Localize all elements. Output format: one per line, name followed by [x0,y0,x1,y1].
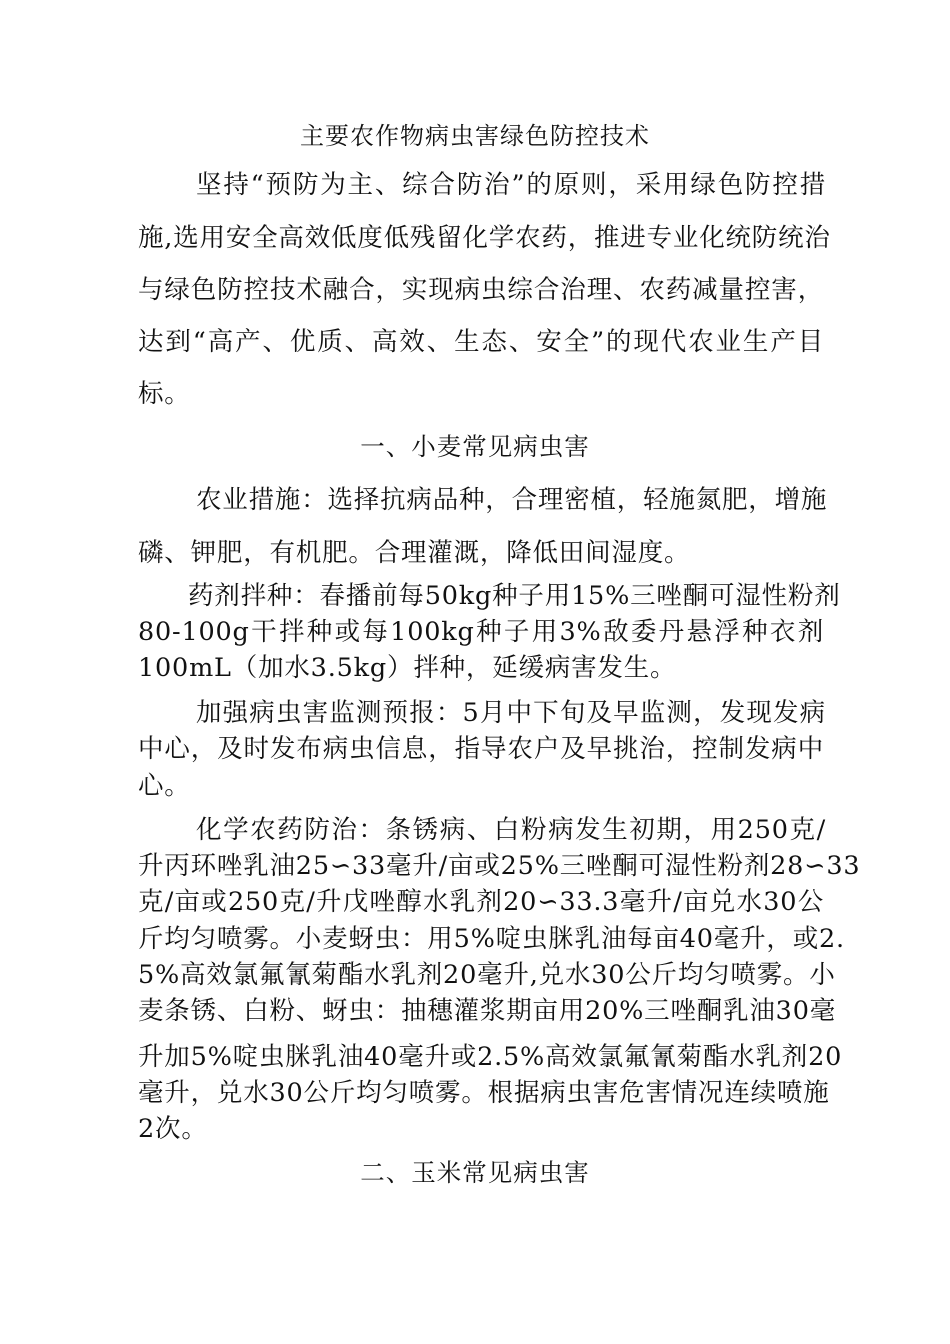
paragraph-line: 农业措施：选择抗病品种，合理密植，轻施氮肥，增施 [196,485,828,515]
paragraph-line: 毫升，兑水30公斤均匀喷雾。根据病虫害危害情况连续喷施 [138,1078,830,1108]
paragraph-line: 与绿色防控技术融合，实现病虫综合治理、农药减量控害， [138,275,824,305]
paragraph-line: 中心，及时发布病虫信息，指导农户及早挑治，控制发病中 [138,734,824,764]
paragraph-line: 100mL（加水3.5kg）拌种，延缓病害发生。 [138,653,677,683]
paragraph-line: 加强病虫害监测预报：5月中下旬及早监测，发现发病 [196,698,826,728]
paragraph-line: 麦条锈、白粉、蚜虫：抽穗灌浆期亩用20%三唑酮乳油30毫 [138,996,837,1026]
section-heading-wheat: 一、小麦常见病虫害 [360,432,590,461]
paragraph-line: 心。 [138,771,191,801]
paragraph-line: 施,选用安全高效低度低残留化学农药，推进专业化统防统治 [138,223,831,253]
paragraph-line: 升丙环唑乳油25∽33毫升/亩或25%三唑酮可湿性粉剂28∽33 [138,851,861,881]
paragraph-line: 化学农药防治：条锈病、白粉病发生初期，用250克/ [196,815,826,845]
paragraph-line: 5%高效氯氟氰菊酯水乳剂20毫升,兑水30公斤均匀喷雾。小 [138,960,836,990]
paragraph-line: 升加5%啶虫脒乳油40毫升或2.5%高效氯氟氰菊酯水乳剂20 [138,1042,843,1072]
paragraph-line: 克/亩或250克/升戊唑醇水乳剂20∽33.3毫升/亩兑水30公 [138,887,824,917]
paragraph-line: 2次。 [138,1114,208,1144]
section-heading-corn: 二、玉米常见病虫害 [360,1158,590,1187]
paragraph-line: 达到“高产、优质、高效、生态、安全”的现代农业生产目 [138,327,824,357]
paragraph-line: 药剂拌种：春播前每50kg种子用15%三唑酮可湿性粉剂 [188,581,841,611]
paragraph-line: 斤均匀喷雾。小麦蚜虫：用5%啶虫脒乳油每亩40毫升，或2. [138,924,845,954]
paragraph-line: 标。 [138,379,191,409]
paragraph-line: 坚持“预防为主、综合防治”的原则，采用绿色防控措 [196,170,826,200]
document-title: 主要农作物病虫害绿色防控技术 [300,122,650,150]
paragraph-line: 磷、钾肥，有机肥。合理灌溉，降低田间湿度。 [138,538,691,568]
paragraph-line: 80-100g干拌种或每100kg种子用3%敌委丹悬浮种衣剂 [138,617,824,647]
